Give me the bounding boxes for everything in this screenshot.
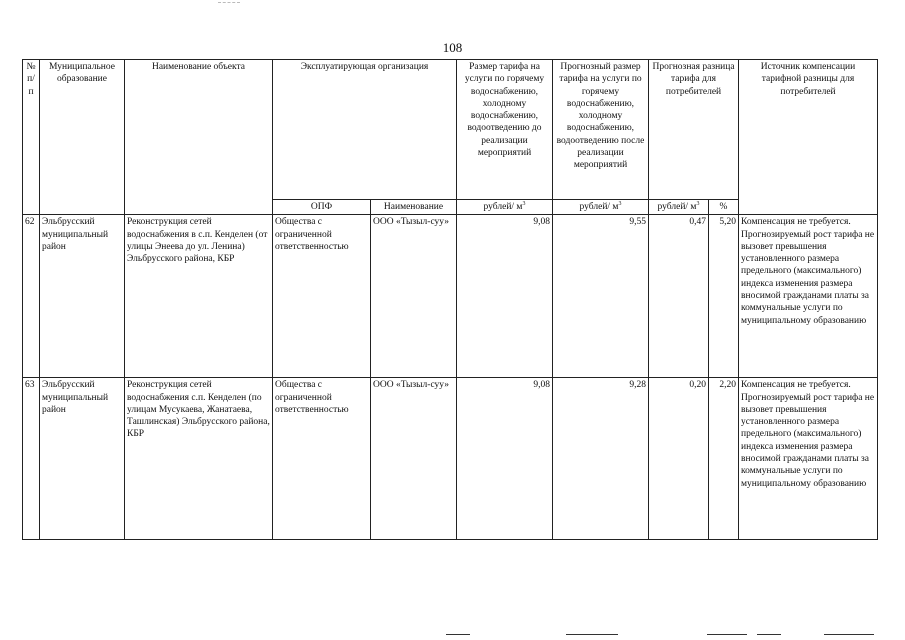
scan-artifact-line bbox=[446, 634, 470, 635]
scan-mark bbox=[218, 2, 240, 4]
row-org-name: ООО «Тызыл-суу» bbox=[371, 215, 457, 378]
row-object: Реконструкция сетей водоснабжения с.п. Кенделен (по улицам Мусукаева, Жанатаева, Ташлинская) Эльбрусского района, КБР bbox=[125, 378, 273, 540]
row-org-name: ООО «Тызыл-суу» bbox=[371, 378, 457, 540]
unit-forecast: рублей/ $м^3$ bbox=[553, 200, 649, 215]
header-operator: Эксплуатирующая организация bbox=[273, 60, 457, 200]
row-tariff-current: 9,08 bbox=[457, 215, 553, 378]
scan-artifact-line bbox=[566, 634, 618, 635]
subheader-opf: ОПФ bbox=[273, 200, 371, 215]
table-row bbox=[23, 378, 878, 540]
row-source: Компенсация не требуется. Прогнозируемый рост тарифа не вызовет превышения установленного размера предельного (максимального) индекса изменения размера вносимой гражданами платы за коммунальные услуги по муниципальному образованию bbox=[739, 378, 878, 540]
row-diff-pct: 2,20 bbox=[709, 378, 739, 540]
row-num: 62 bbox=[23, 215, 40, 378]
unit-percent: % bbox=[709, 200, 739, 215]
row-tariff-forecast: 9,55 bbox=[553, 215, 649, 378]
page-number: 108 bbox=[442, 40, 463, 55]
row-diff-rub: 0,20 bbox=[649, 378, 709, 540]
row-municipality: Эльбрусский муниципальный район bbox=[40, 215, 125, 378]
row-municipality: Эльбрусский муниципальный район bbox=[40, 378, 125, 540]
header-num: № п/п bbox=[23, 60, 40, 215]
row-tariff-current: 9,08 bbox=[457, 378, 553, 540]
header-tariff-forecast: Прогнозный размер тарифа на услуги по горячему водоснабжению, холодному водоснабжению, водоотведению после реализации мероприятий bbox=[553, 60, 649, 200]
header-source: Источник компенсации тарифной разницы для потребителей bbox=[739, 60, 878, 215]
unit-difference: рублей/ $м^3$ bbox=[649, 200, 709, 215]
header-tariff-current: Размер тарифа на услуги по горячему водоснабжению, холодному водоснабжению, водоотведению до реализации мероприятий bbox=[457, 60, 553, 200]
row-diff-rub: 0,47 bbox=[649, 215, 709, 378]
header-object: Наименование объекта bbox=[125, 60, 273, 215]
tariff-table bbox=[22, 59, 878, 540]
table-row bbox=[23, 215, 878, 378]
row-opf: Общества с ограниченной ответственностью bbox=[273, 378, 371, 540]
scan-artifact-line bbox=[707, 634, 747, 635]
row-object: Реконструкция сетей водоснабжения в с.п. Кенделен (от улицы Энеева до ул. Ленина) Эльбрусского района, КБР bbox=[125, 215, 273, 378]
row-tariff-forecast: 9,28 bbox=[553, 378, 649, 540]
header-difference: Прогнозная разница тарифа для потребителей bbox=[649, 60, 739, 200]
row-opf: Общества с ограниченной ответственностью bbox=[273, 215, 371, 378]
row-source: Компенсация не требуется. Прогнозируемый рост тарифа не вызовет превышения установленного размера предельного (максимального) индекса изменения размера вносимой гражданами платы за коммунальные услуги по муниципальному образованию bbox=[739, 215, 878, 378]
unit-current: рублей/ $м^3$ bbox=[457, 200, 553, 215]
subheader-name: Наименование bbox=[371, 200, 457, 215]
row-diff-pct: 5,20 bbox=[709, 215, 739, 378]
header-row bbox=[23, 60, 878, 200]
scan-artifact-line bbox=[757, 634, 781, 635]
header-municipality: Муниципальное образование bbox=[40, 60, 125, 215]
scan-artifact-line bbox=[824, 634, 874, 635]
row-num: 63 bbox=[23, 378, 40, 540]
